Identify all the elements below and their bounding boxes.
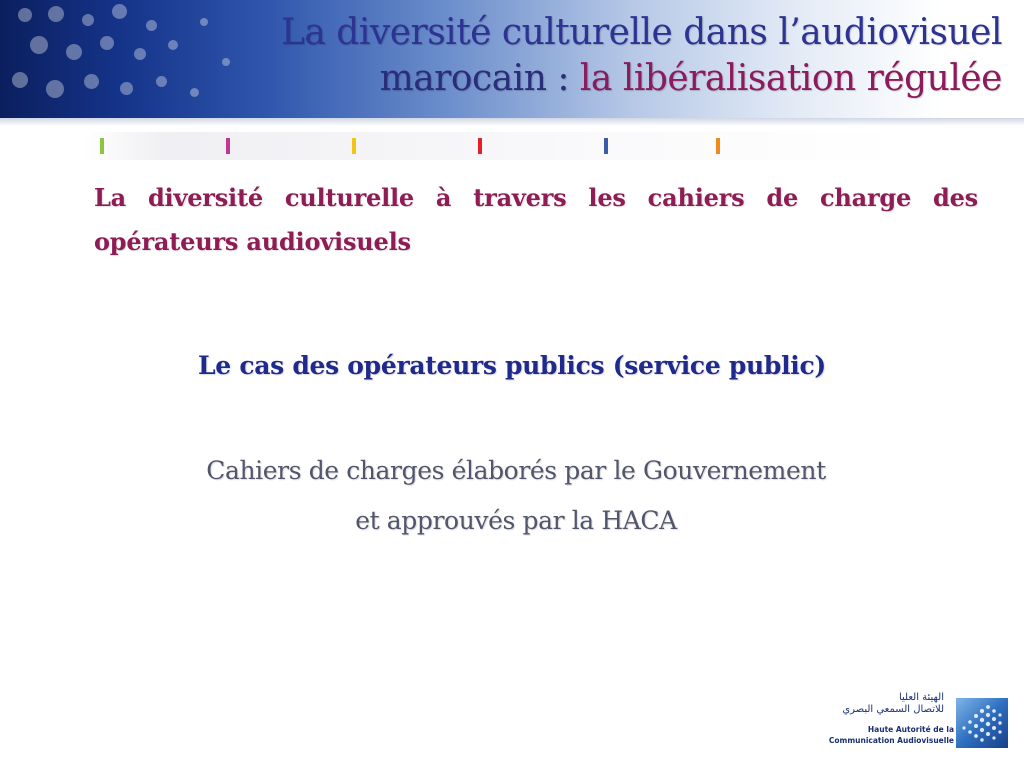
body-text (0, 446, 1024, 546)
subheading: Le cas des opérateurs publics (service public) (198, 351, 826, 380)
logo-arabic-text (842, 692, 944, 716)
header-band (0, 0, 1024, 118)
color-tick (352, 138, 356, 154)
haca-logo (818, 688, 1010, 754)
color-tick (100, 138, 104, 154)
logo-arabic-line-1: الهيئة العليا (898, 692, 944, 703)
slide-title (182, 10, 1002, 102)
logo-arabic-line-2: للاتصال السمعي البصري (842, 704, 944, 715)
logo-french-line-1: Haute Autorité de la (867, 725, 954, 734)
title-line-2 (182, 56, 1002, 102)
heading-line-2: opérateurs audiovisuels (94, 227, 411, 256)
decorative-tick-strip (82, 132, 902, 160)
color-tick (604, 138, 608, 154)
title-line-2-part-b: la libéralisation régulée (579, 58, 1002, 99)
section-heading (94, 176, 978, 264)
title-line-1: La diversité culturelle dans l’audiovisuel (280, 12, 1002, 53)
color-tick (716, 138, 720, 154)
logo-globe-icon (956, 698, 1008, 748)
color-tick (226, 138, 230, 154)
body-line-2: et approuvés par la HACA (355, 506, 677, 535)
color-tick (478, 138, 482, 154)
title-line-2-part-a: marocain : (379, 58, 580, 99)
logo-french-line-2: Communication Audiovisuelle (828, 736, 954, 745)
header-shadow (0, 118, 1024, 126)
logo-french-text (829, 724, 954, 746)
heading-line-1: La diversité culturelle à travers les cahiers de charge des (94, 183, 978, 212)
body-line-1: Cahiers de charges élaborés par le Gouvernement (206, 456, 826, 485)
